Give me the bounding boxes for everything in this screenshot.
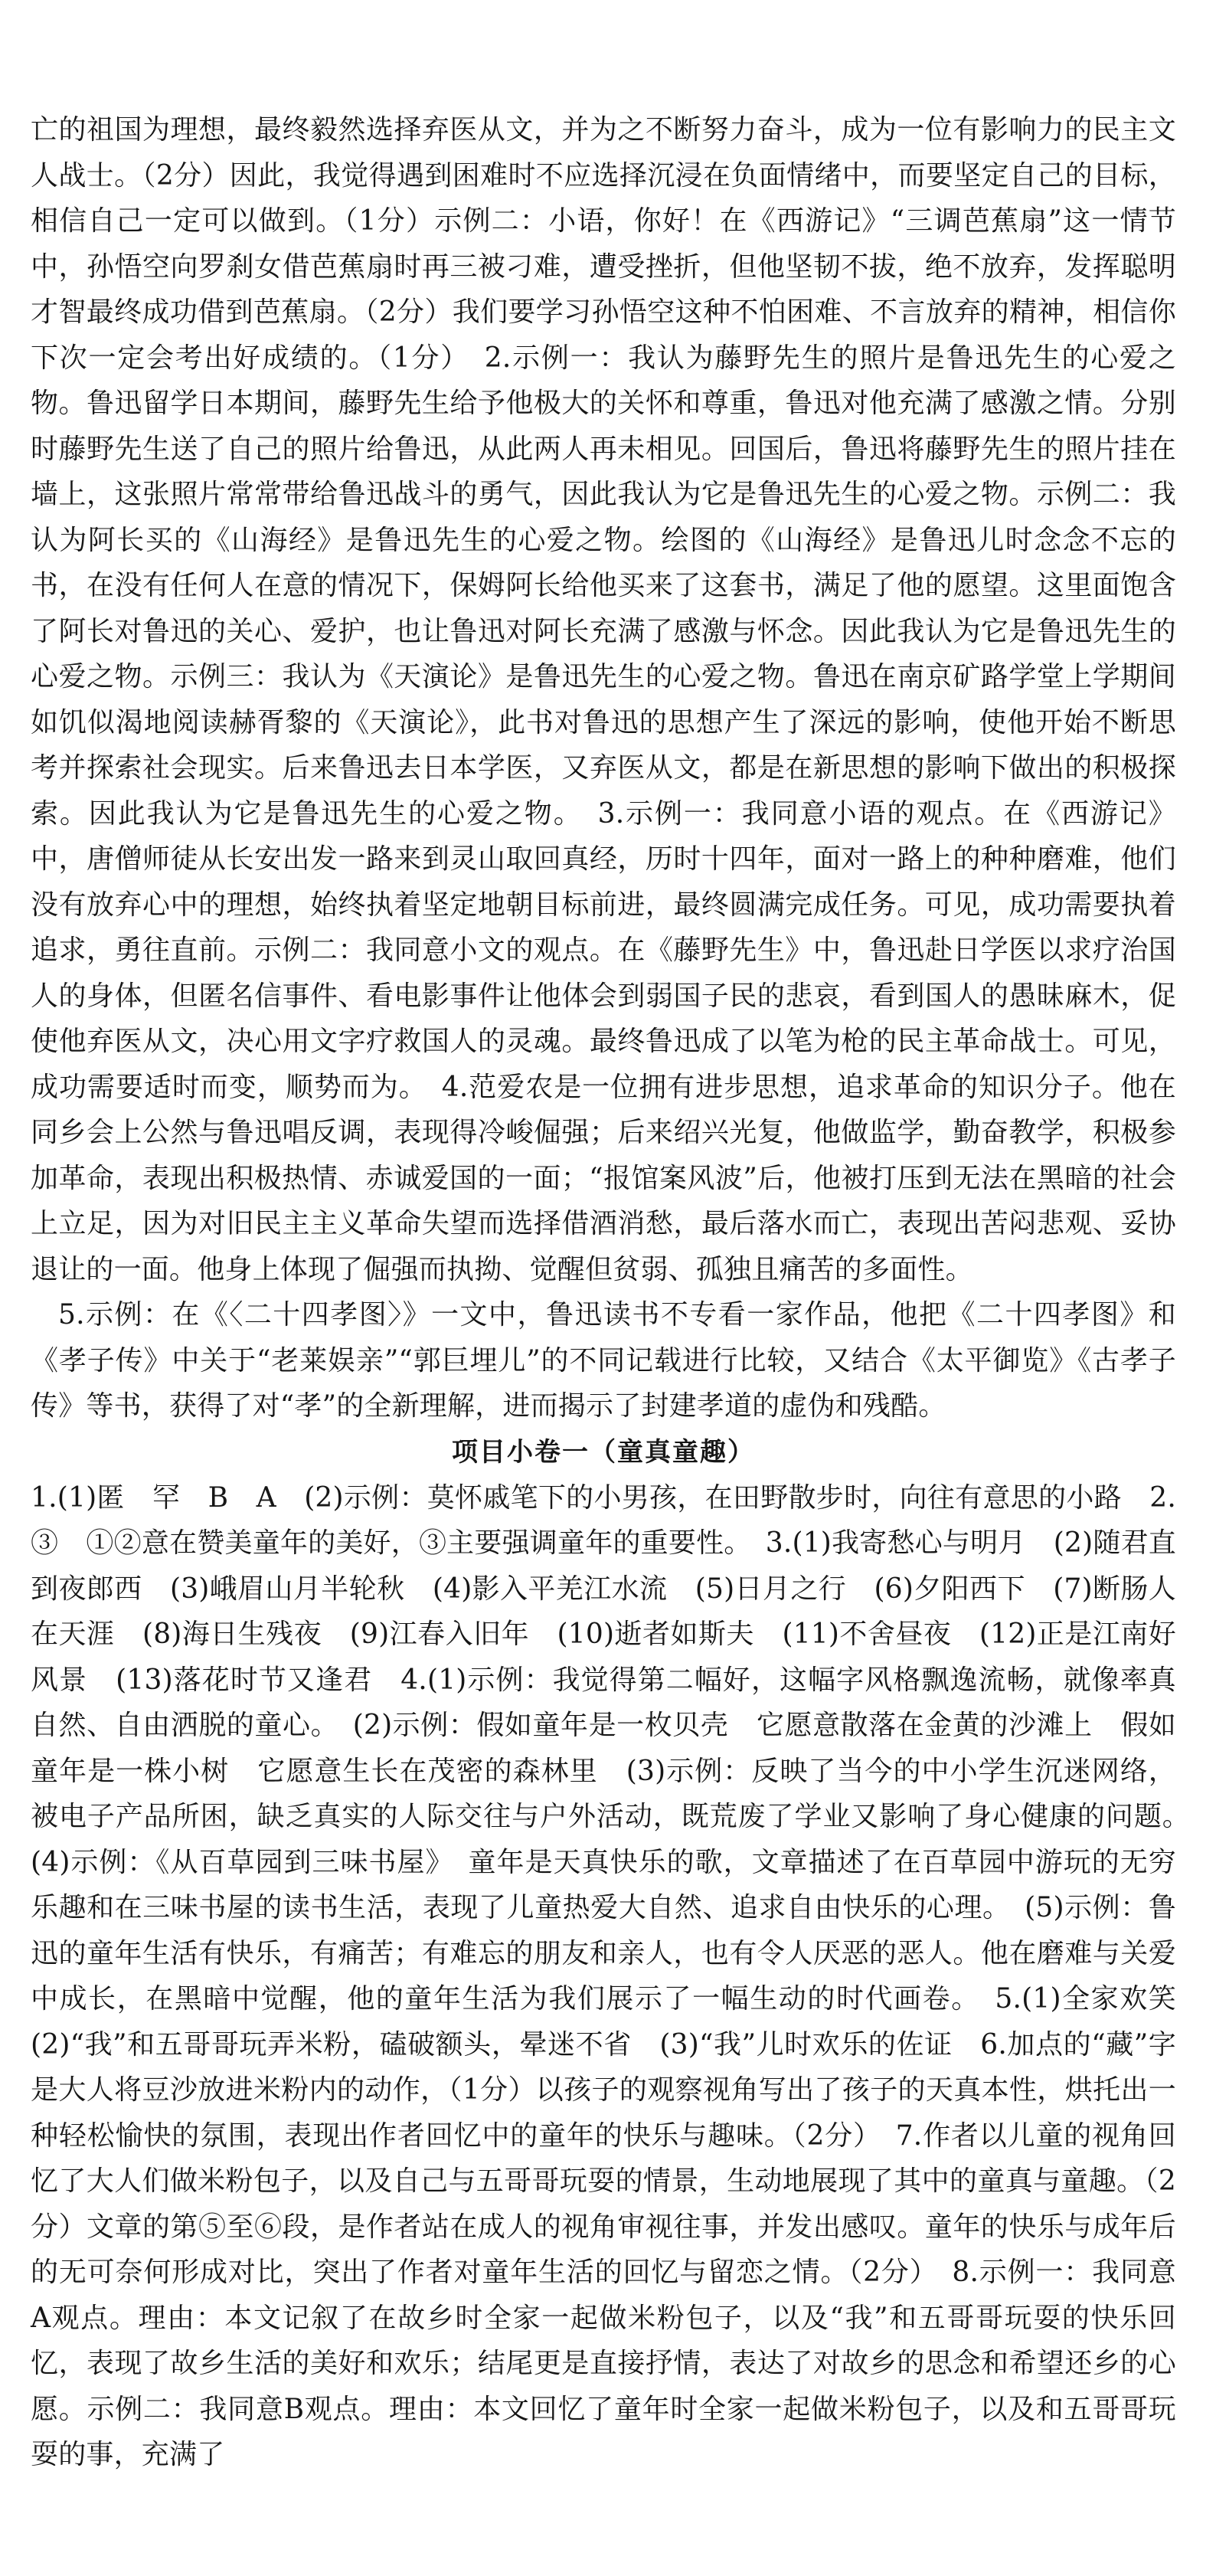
answer-page	[31, 107, 1205, 2478]
section-answers-paragraph: 1.(1)匿 罕 B A (2)示例：莫怀戚笔下的小男孩，在田野散步时，向往有意思的小路 2.③ ①②意在赞美童年的美好，③主要强调童年的重要性。 3.(1)我寄愁心与明月 (2)随君直到夜郎西 (3)峨眉山月半轮秋 (4)影入平羌江水流 (5)日月之行 (6)夕阳西下 (7)断肠人在天涯 (8)海日生残夜 (9)江春入旧年 (10)逝者如斯夫 (11)不舍昼夜 (12)正是江南好风景 (13)落花时节又逢君 4.(1)示例：我觉得第二幅好，这幅字风格飘逸流畅，就像率真自然、自由洒脱的童心。 (2)示例：假如童年是一枚贝壳 它愿意散落在金黄的沙滩上 假如童年是一株小树 它愿意生长在茂密的森林里 (3)示例：反映了当今的中小学生沉迷网络，被电子产品所困，缺乏真实的人际交往与户外活动，既荒废了学业又影响了身心健康的问题。 (4)示例：《从百草园到三味书屋》 童年是天真快乐的歌，文章描述了在百草园中游玩的无穷乐趣和在三味书屋的读书生活，表现了儿童热爱大自然、追求自由快乐的心理。 (5)示例：鲁迅的童年生活有快乐，有痛苦；有难忘的朋友和亲人，也有令人厌恶的恶人。他在磨难与关爱中成长，在黑暗中觉醒，他的童年生活为我们展示了一幅生动的时代画卷。 5.(1)全家欢笑 (2)“我”和五哥哥玩弄米粉，磕破额头，晕迷不省 (3)“我”儿时欢乐的佐证 6.加点的“藏”字是大人将豆沙放进米粉内的动作，（1分）以孩子的观察视角写出了孩子的天真本性，烘托出一种轻松愉快的氛围，表现出作者回忆中的童年的快乐与趣味。（2分） 7.作者以儿童的视角回忆了大人们做米粉包子，以及自己与五哥哥玩耍的情景，生动地展现了其中的童真与童趣。（2分）文章的第⑤至⑥段，是作者站在成人的视角审视往事，并发出感叹。童年的快乐与成年后的无可奈何形成对比，突出了作者对童年生活的回忆与留恋之情。（2分） 8.示例一：我同意A观点。理由：本文记叙了在故乡时全家一起做米粉包子，以及“我”和五哥哥玩耍的快乐回忆，表现了故乡生活的美好和欢乐；结尾更是直接抒情，表达了对故乡的思念和希望还乡的心愿。示例二：我同意B观点。理由：本文回忆了童年时全家一起做米粉包子，以及和五哥哥玩耍的事，充满了	[31, 1481, 1205, 2470]
answer-continuation-paragraph: 亡的祖国为理想，最终毅然选择弃医从文，并为之不断努力奋斗，成为一位有影响力的民主文人战士。（2分）因此，我觉得遇到困难时不应选择沉浸在负面情绪中，而要坚定自己的目标，相信自己一定可以做到。（1分）示例二：小语，你好！在《西游记》“三调芭蕉扇”这一情节中，孙悟空向罗刹女借芭蕉扇时再三被刁难，遭受挫折，但他坚韧不拔，绝不放弃，发挥聪明才智最终成功借到芭蕉扇。（2分）我们要学习孙悟空这种不怕困难、不言放弃的精神，相信你下次一定会考出好成绩的。（1分） 2.示例一：我认为藤野先生的照片是鲁迅先生的心爱之物。鲁迅留学日本期间，藤野先生给予他极大的关怀和尊重，鲁迅对他充满了感激之情。分别时藤野先生送了自己的照片给鲁迅，从此两人再未相见。回国后，鲁迅将藤野先生的照片挂在墙上，这张照片常常带给鲁迅战斗的勇气，因此我认为它是鲁迅先生的心爱之物。示例二：我认为阿长买的《山海经》是鲁迅先生的心爱之物。绘图的《山海经》是鲁迅儿时念念不忘的书，在没有任何人在意的情况下，保姆阿长给他买来了这套书，满足了他的愿望。这里面饱含了阿长对鲁迅的关心、爱护，也让鲁迅对阿长充满了感激与怀念。因此我认为它是鲁迅先生的心爱之物。示例三：我认为《天演论》是鲁迅先生的心爱之物。鲁迅在南京矿路学堂上学期间如饥似渴地阅读赫胥黎的《天演论》，此书对鲁迅的思想产生了深远的影响，使他开始不断思考并探索社会现实。后来鲁迅去日本学医，又弃医从文，都是在新思想的影响下做出的积极探索。因此我认为它是鲁迅先生的心爱之物。 3.示例一：我同意小语的观点。在《西游记》中，唐僧师徒从长安出发一路来到灵山取回真经，历时十四年，面对一路上的种种磨难，他们没有放弃心中的理想，始终执着坚定地朝目标前进，最终圆满完成任务。可见，成功需要执着追求，勇往直前。示例二：我同意小文的观点。在《藤野先生》中，鲁迅赴日学医以求疗治国人的身体，但匿名信事件、看电影事件让他体会到弱国子民的悲哀，看到国人的愚昧麻木，促使他弃医从文，决心用文字疗救国人的灵魂。最终鲁迅成了以笔为枪的民主革命战士。可见，成功需要适时而变，顺势而为。 4.范爱农是一位拥有进步思想，追求革命的知识分子。他在同乡会上公然与鲁迅唱反调，表现得冷峻倔强；后来绍兴光复，他做监学，勤奋教学，积极参加革命，表现出积极热情、赤诚爱国的一面；“报馆案风波”后，他被打压到无法在黑暗的社会上立足，因为对旧民主主义革命失望而选择借酒消愁，最后落水而亡，表现出苦闷悲观、妥协退让的一面。他身上体现了倔强而执拗、觉醒但贫弱、孤独且痛苦的多面性。	[31, 114, 1176, 1285]
section-title: 项目小卷一（童真童趣）	[452, 1436, 755, 1468]
answer-item-5-paragraph: 5.示例：在《〈二十四孝图〉》一文中，鲁迅读书不专看一家作品，他把《二十四孝图》和《孝子传》中关于“老莱娱亲”“郭巨埋儿”的不同记载进行比较，又结合《太平御览》《古孝子传》等书，获得了对“孝”的全新理解，进而揭示了封建孝道的虚伪和残酷。	[31, 1299, 1176, 1422]
